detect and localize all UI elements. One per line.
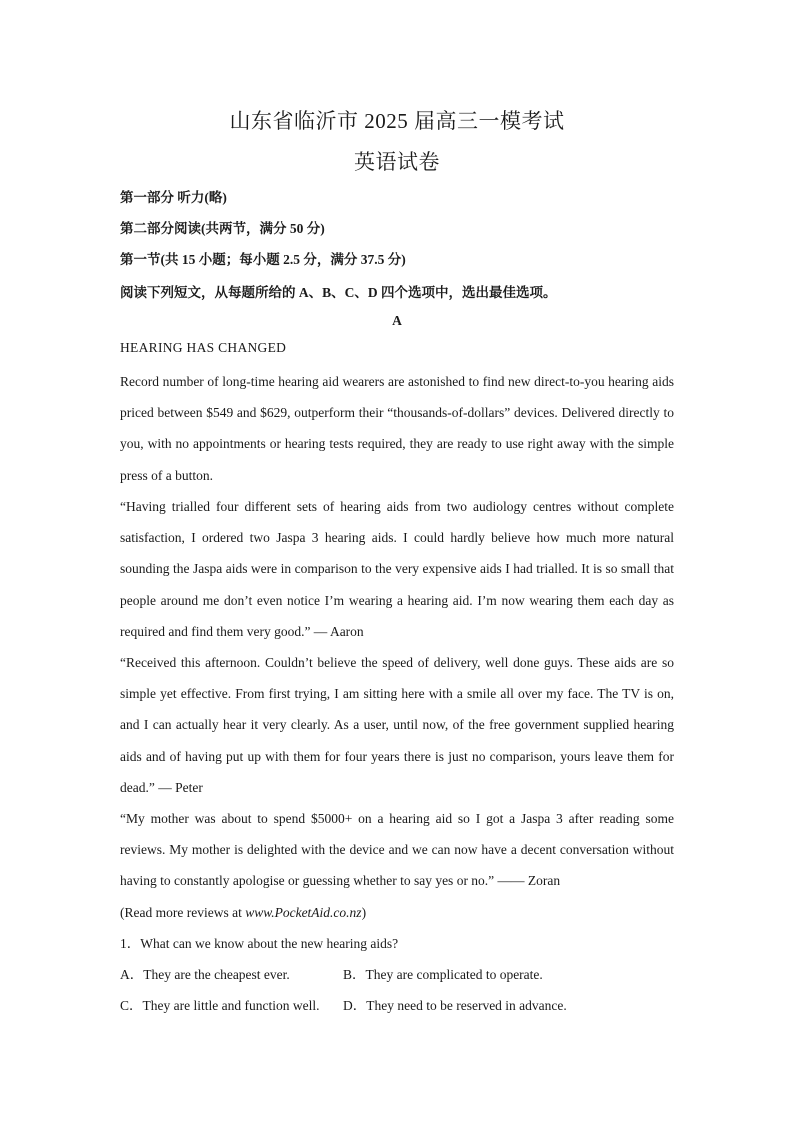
review-zoran xyxy=(120,803,674,897)
reading-instruction: 阅读下列短文，从每题所给的 A、B、C、D 四个选项中，选出最佳选项。 xyxy=(120,285,557,300)
more-reviews-prefix: (Read more reviews at xyxy=(120,905,246,920)
question-1-option-b[interactable]: B．They are complicated to operate. xyxy=(343,967,543,982)
review-peter xyxy=(120,647,674,803)
more-reviews-url: www.PocketAid.co.nz xyxy=(245,905,362,920)
review-paragraph: “Having trialled four different sets of hearing aids from two audiology centres without complete satisfaction, I ordered two Jaspa 3 hearing aids. I could hardly believe how much more natural sounding the Jaspa aids were in comparison to the very expensive aids I had trialled. It is so small that people around me don’t even notice I’m wearing a hearing aid. I’m now wearing them each day as required and find them very good.” — Aaron xyxy=(120,499,674,639)
passage-letter: A xyxy=(392,313,402,328)
exam-title: 山东省临沂市 2025 届高三一模考试 xyxy=(229,109,565,133)
more-reviews-line xyxy=(120,897,366,928)
more-reviews-suffix: ) xyxy=(361,905,367,920)
part1-heading: 第一部分 听力(略) xyxy=(120,190,227,205)
passage-intro xyxy=(120,366,674,491)
intro-paragraph: Record number of long-time hearing aid wearers are astonished to find new direct-to-you hearing aids priced between $549 and $629, outperform their “thousands-of-dollars” devices. Delivered directly to you, with no appointments or hearing tests required, they are ready to use right away with the simple press of a button. xyxy=(120,374,674,483)
question-1-option-d[interactable]: D．They need to be reserved in advance. xyxy=(343,998,567,1013)
review-paragraph: “My mother was about to spend $5000+ on a hearing aid so I got a Jaspa 3 after reading some reviews. My mother is delighted with the device and we can now have a decent conversation without having to constantly apologise or guessing whether to say yes or no.” —— Zoran xyxy=(120,811,674,889)
passage-heading: HEARING HAS CHANGED xyxy=(120,340,287,355)
question-1-option-a[interactable]: A．They are the cheapest ever. xyxy=(120,967,290,982)
exam-subtitle: 英语试卷 xyxy=(354,150,440,174)
part2-heading: 第二部分阅读(共两节，满分 50 分) xyxy=(120,221,325,236)
question-1-stem: 1．What can we know about the new hearing aids? xyxy=(120,936,399,951)
review-paragraph: “Received this afternoon. Couldn’t believe the speed of delivery, well done guys. These aids are so simple yet effective. From first trying, I am sitting here with a smile all over my face. The TV is on, and I can actually hear it very clearly. As a user, until now, of the free government supplied hearing aids and of having put up with them for four years there is just no comparison, yours leave them for dead.” — Peter xyxy=(120,655,674,795)
review-aaron xyxy=(120,491,674,647)
question-1-option-c[interactable]: C．They are little and function well. xyxy=(120,998,320,1013)
section1-heading: 第一节(共 15 小题；每小题 2.5 分，满分 37.5 分) xyxy=(120,252,406,267)
